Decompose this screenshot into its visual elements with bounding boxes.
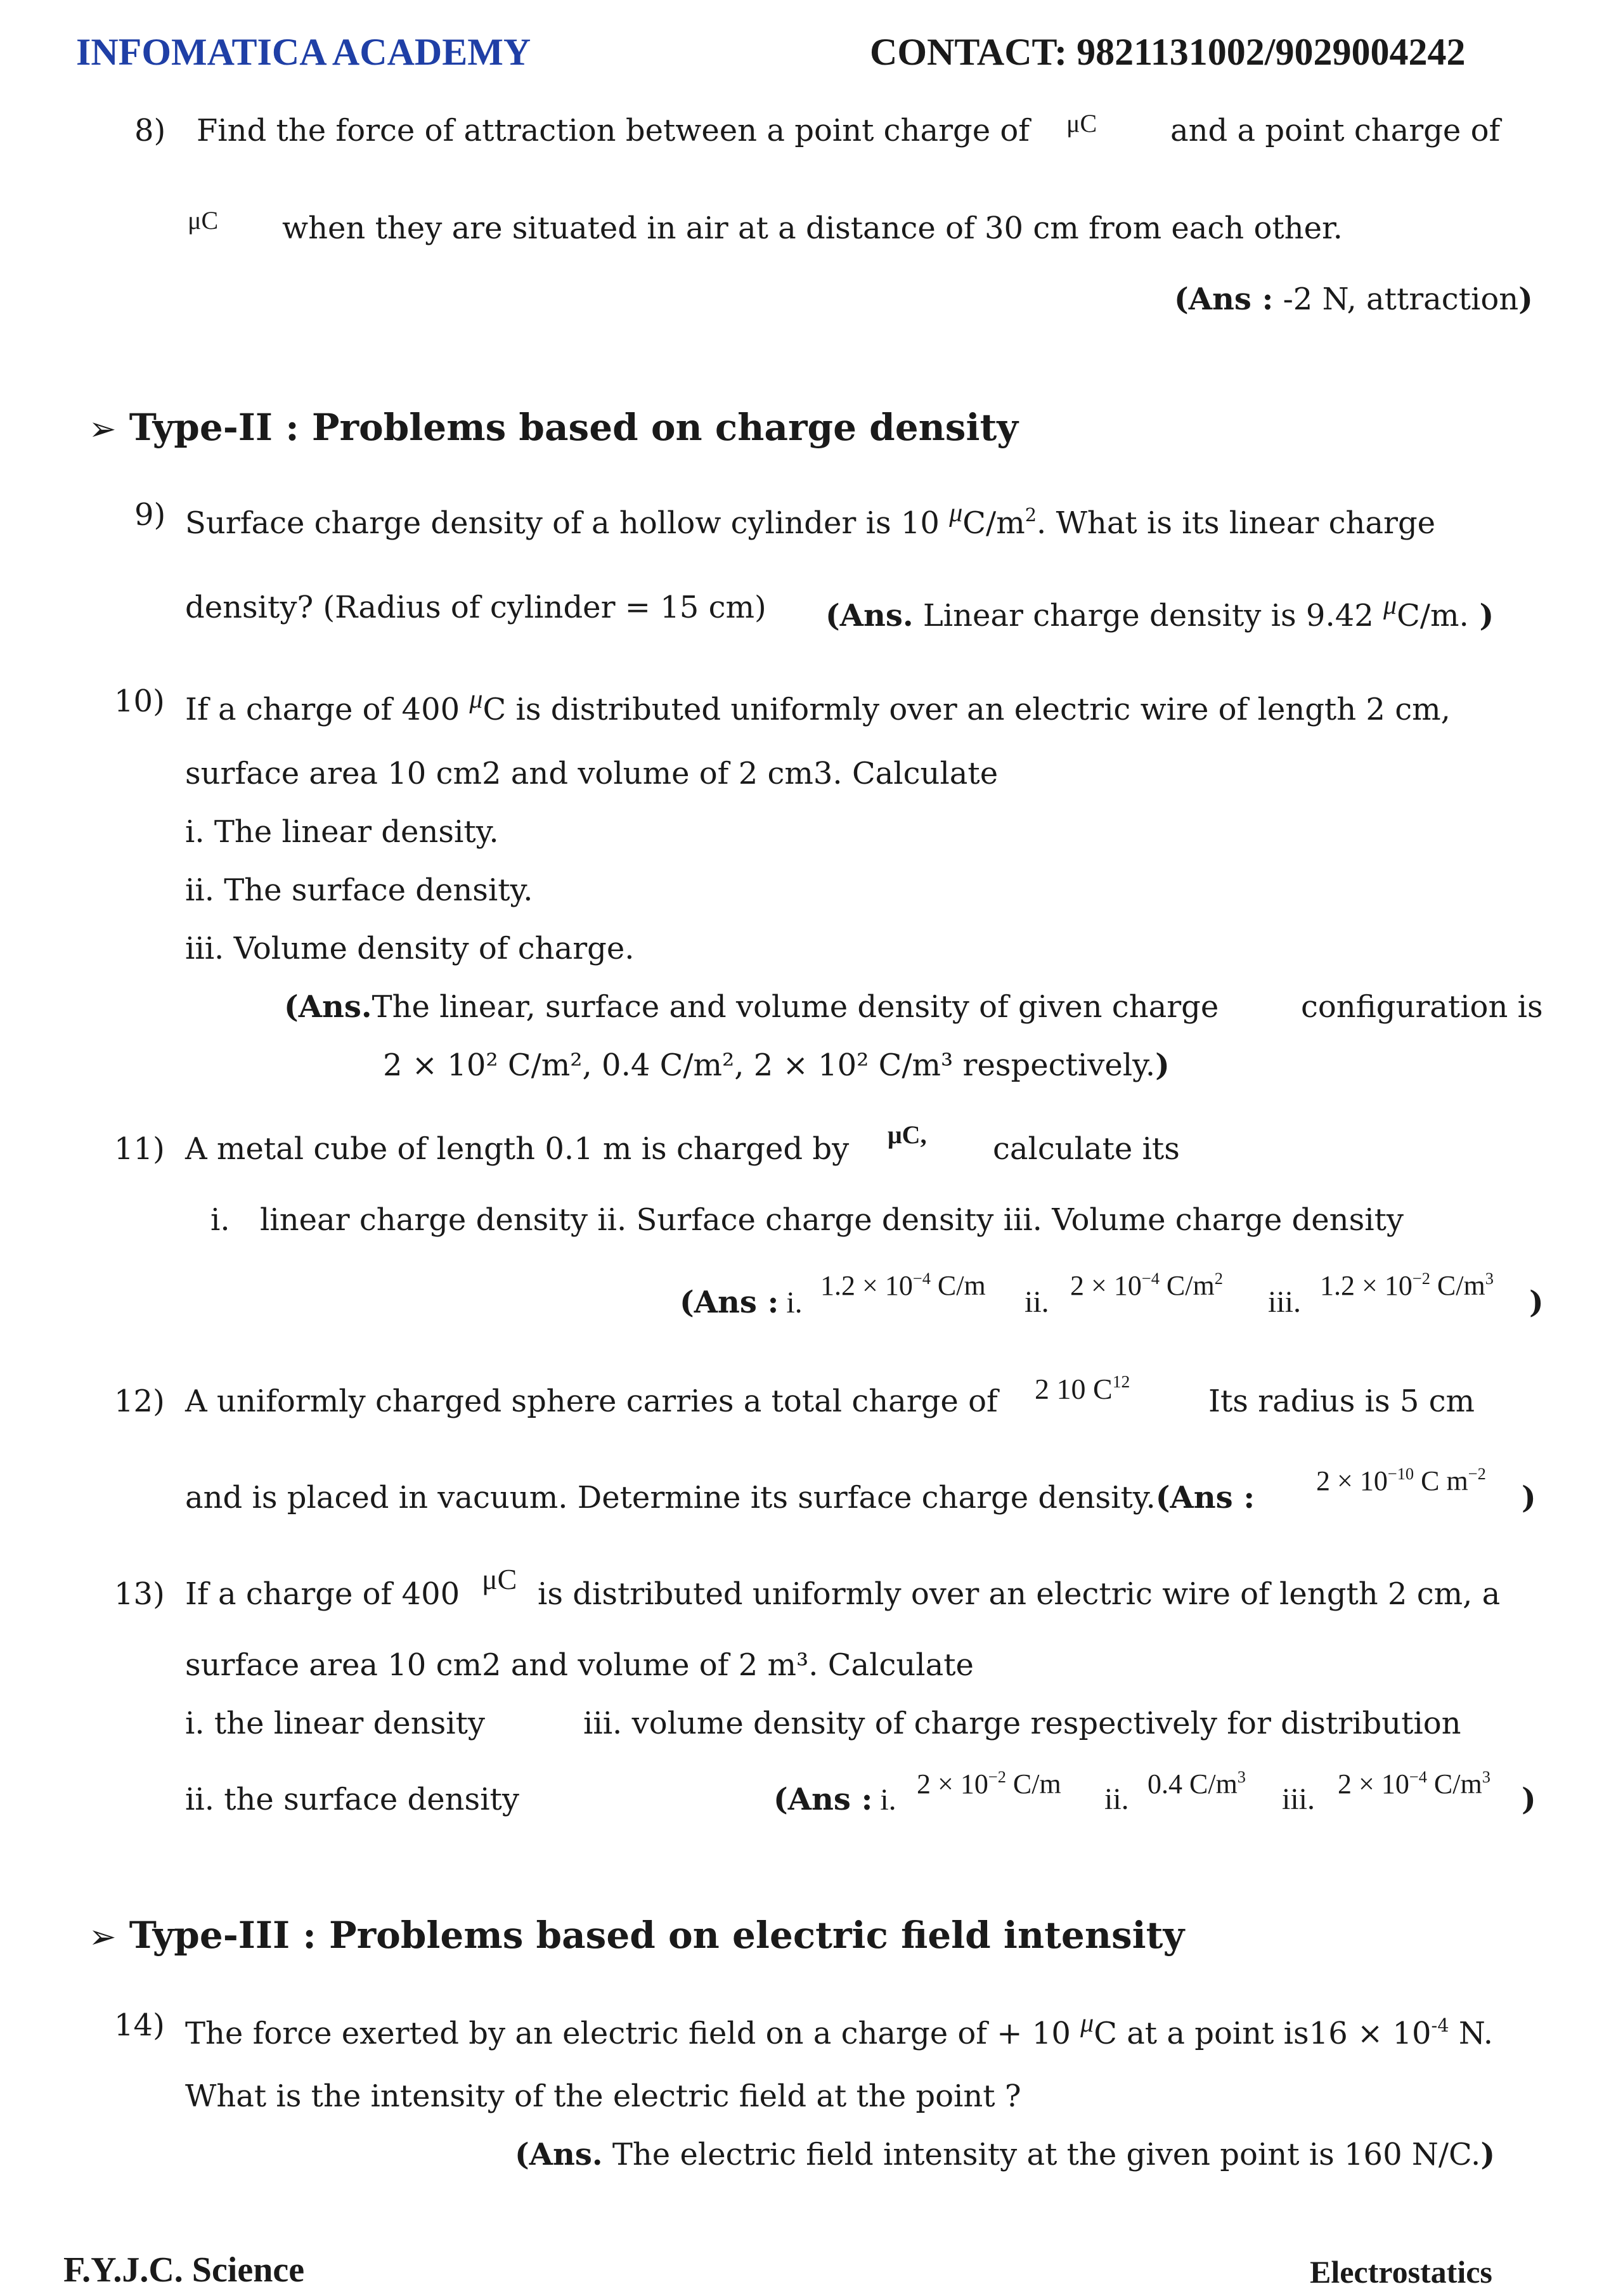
question-number: 11) — [114, 1131, 165, 1167]
charge-symbol: μC — [482, 1563, 517, 1595]
question-text: Surface charge density of a hollow cylinder is 10 $\mu C/m^2$. What is its linear charge — [185, 498, 1436, 541]
arrow-icon: ➢ — [89, 410, 117, 448]
question-text: and a point charge of — [1170, 113, 1501, 148]
contact-info: CONTACT: 9821131002/9029004242 — [870, 31, 1466, 73]
question-text: A uniformly charged sphere carries a total charge of — [185, 1384, 998, 1419]
answer-index: ii. — [1104, 1782, 1129, 1816]
answer: (Ans : -2 N, attraction) — [1174, 282, 1533, 317]
answer: (Ans. The electric field intensity at the given point is 160 N/C.) — [515, 2137, 1496, 2172]
charge-symbol: μC — [188, 206, 219, 235]
question-number: 13) — [114, 1576, 165, 1612]
footer-course: F.Y.J.C. Science — [63, 2250, 305, 2290]
answer-value: $2 \times 10^{-10}$ C $m^{-2}$ — [1316, 1463, 1486, 1496]
arrow-icon: ➢ — [89, 1918, 117, 1956]
list-item: ii. the surface density — [185, 1782, 519, 1817]
question-number: 12) — [114, 1384, 165, 1419]
answer-close: ) — [1522, 1782, 1536, 1817]
question-text: when they are situated in air at a distance of 30 cm from each other. — [282, 211, 1343, 246]
question-text: The force exerted by an electric field on a charge of + 10 μC at a point $is16 \times 10^{-4}$ N. — [185, 2009, 1494, 2051]
answer-value: $1.2 \times 10^{-2}$ $C/m^3$ — [1320, 1268, 1494, 1301]
question-text: density? (Radius of cylinder = 15 cm) — [185, 590, 766, 625]
question-text: Its radius is 5 cm — [1208, 1384, 1475, 1419]
question-text: is distributed uniformly over an electric wire of length 2 cm, a — [538, 1576, 1501, 1612]
list-item: iii. Volume density of charge. — [185, 931, 635, 966]
question-text: and is placed in vacuum. Determine its surface charge density.(Ans : — [185, 1480, 1255, 1515]
charge-value: 2 10 $C^{12}$ — [1035, 1372, 1130, 1405]
question-text: If a charge of 400 — [185, 1576, 460, 1612]
section-heading-type-3: ➢ Type-III : Problems based on electric field intensity — [89, 1914, 1185, 1957]
answer-index: iii. — [1282, 1782, 1316, 1816]
section-heading-type-2: ➢ Type-II : Problems based on charge density — [89, 406, 1018, 449]
question-text: calculate its — [993, 1131, 1180, 1167]
answer-index: ii. — [1025, 1285, 1049, 1319]
footer-chapter: Electrostatics — [1310, 2254, 1492, 2290]
question-text: What is the intensity of the electric field at the point ? — [185, 2079, 1021, 2114]
question-text: A metal cube of length 0.1 m is charged by — [185, 1131, 850, 1167]
answer-value: 0.4 $C/m^3$ — [1148, 1767, 1246, 1800]
list-item: iii. volume density of charge respectively for distribution — [583, 1706, 1461, 1741]
question-text: Find the force of attraction between a point charge of — [197, 113, 1030, 148]
question-number: 9) — [134, 497, 166, 533]
question-text: surface area 10 cm2 and volume of 2 cm3. Calculate — [185, 756, 999, 791]
answer: (Ans.The linear, surface and volume density of given charge — [284, 989, 1219, 1025]
question-number: 10) — [114, 684, 165, 719]
answer-value: $2 \times 10^{-2}$ C/m — [917, 1767, 1061, 1800]
question-text: surface area 10 cm2 and volume of 2 m³. Calculate — [185, 1647, 974, 1683]
answer-value: $1.2 \times 10^{-4}$ C/m — [820, 1268, 986, 1301]
answer-index: iii. — [1268, 1285, 1302, 1319]
charge-symbol: μC — [1066, 109, 1097, 138]
charge-symbol: μC, — [888, 1120, 927, 1149]
question-text: linear charge density ii. Surface charge density iii. Volume charge density — [260, 1202, 1404, 1238]
answer-close: ) — [1522, 1480, 1536, 1515]
answer-value: $2 \times 10^{-4}$ $C/m^2$ — [1070, 1268, 1223, 1301]
answer: configuration is — [1301, 989, 1543, 1025]
answer: (Ans. Linear charge density is 9.42 μC/m. ) — [825, 591, 1494, 633]
answer: (Ans : i. — [773, 1782, 896, 1817]
answer: 2 × 10² C/m², 0.4 C/m², 2 × 10² C/m³ respectively.) — [383, 1047, 1170, 1083]
list-number: i. — [210, 1202, 230, 1238]
list-item: ii. The surface density. — [185, 872, 533, 908]
answer: (Ans : i. — [680, 1285, 803, 1320]
question-text: If a charge of 400 μC is distributed uniformly over an electric wire of length 2 cm, — [185, 685, 1451, 727]
question-number: 8) — [134, 113, 166, 148]
academy-name: INFOMATICA ACADEMY — [76, 31, 531, 73]
list-item: i. the linear density — [185, 1706, 486, 1741]
answer-value: $2 \times 10^{-4}$ $C/m^3$ — [1338, 1767, 1490, 1800]
question-number: 14) — [114, 2007, 165, 2043]
list-item: i. The linear density. — [185, 814, 499, 850]
answer-close: ) — [1529, 1285, 1544, 1320]
